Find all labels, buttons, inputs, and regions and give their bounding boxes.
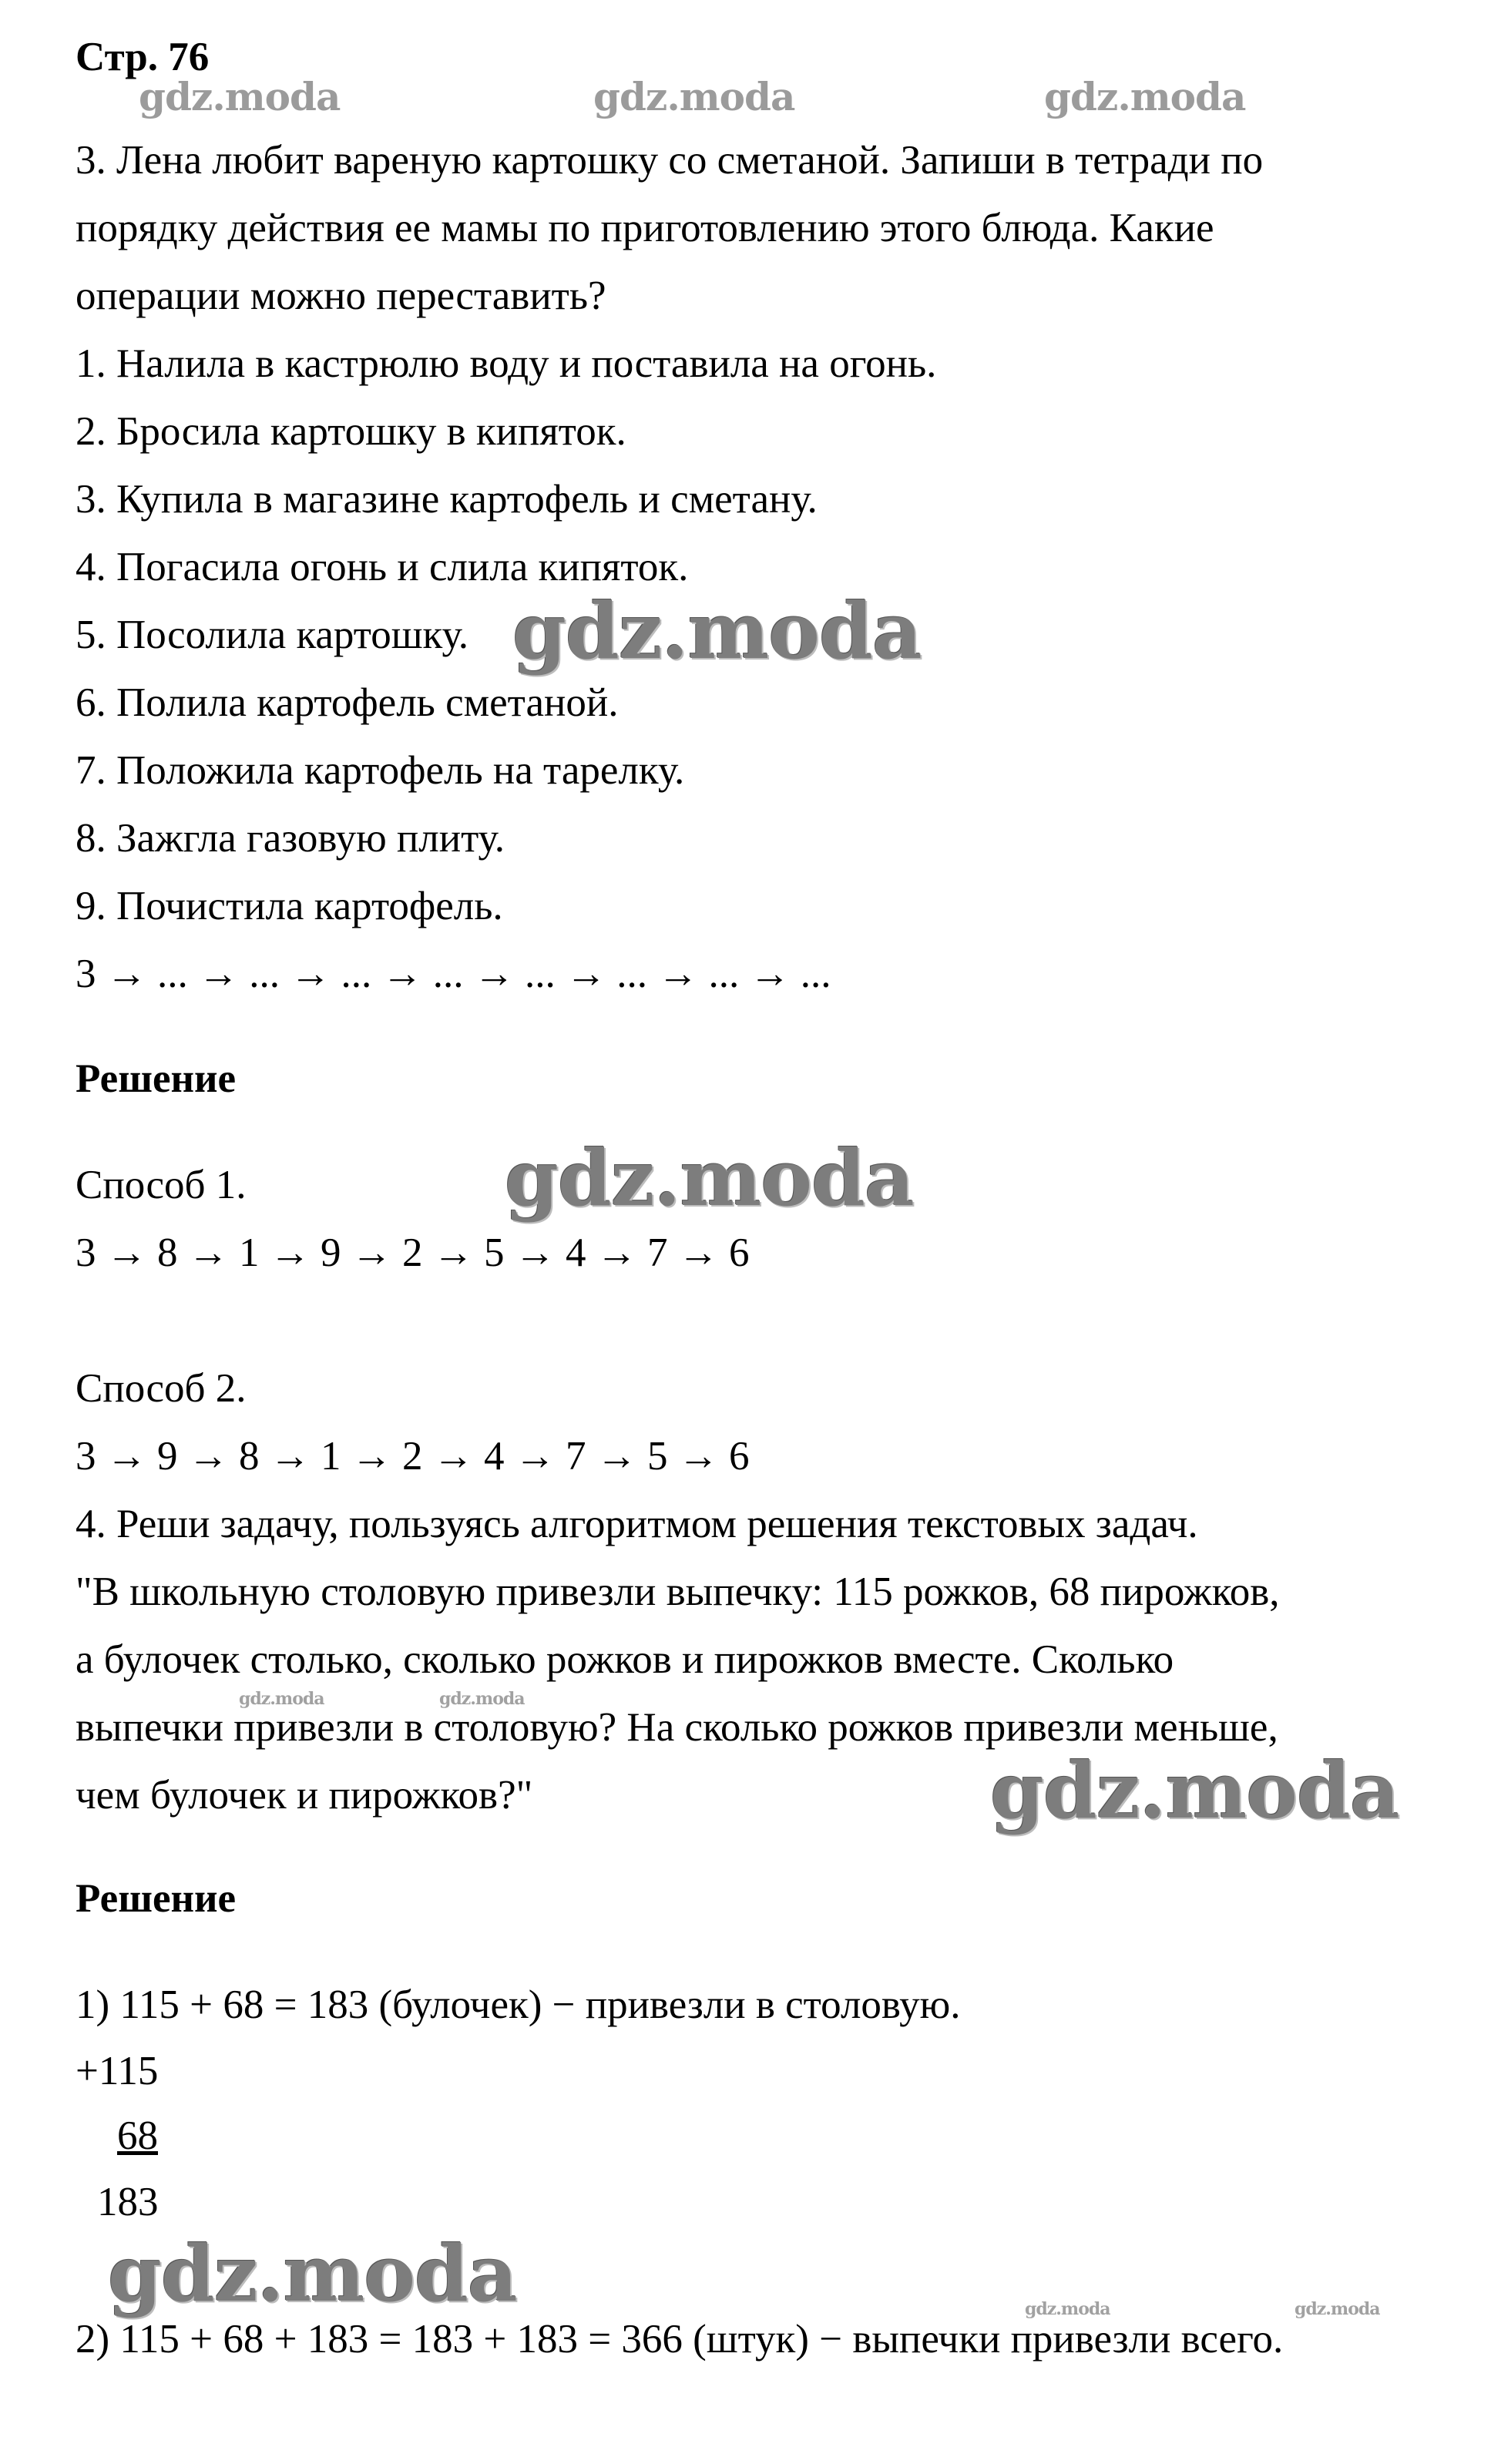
task3-step: 9. Почистила картофель. <box>76 884 503 928</box>
column-addend-top: +115 <box>76 2049 159 2093</box>
task3-step: 7. Положила картофель на тарелку. <box>76 748 685 793</box>
solution-heading: Решение <box>76 1056 237 1101</box>
task3-step: 2. Бросила картошку в кипяток. <box>76 409 626 454</box>
method1-label: Способ 1. <box>76 1163 247 1207</box>
watermark: gdz.moda <box>439 1689 525 1709</box>
watermark: gdz.moda <box>593 74 795 119</box>
task4-line: "В школьную столовую привезли выпечку: 115 рожков, 68 пирожков, <box>76 1569 1280 1614</box>
task4-line: чем булочек и пирожков?" <box>76 1773 533 1818</box>
watermark: gdz.moda <box>1025 2299 1110 2319</box>
watermark: gdz.moda <box>1044 74 1246 119</box>
task4-line: 4. Реши задачу, пользуясь алгоритмом решения текстовых задач. <box>76 1502 1198 1546</box>
page-title: Стр. 76 <box>76 35 210 79</box>
watermark: gdz.moda <box>990 1745 1399 1836</box>
solution-heading: Решение <box>76 1876 237 1921</box>
task3-intro-line: 3. Лена любит вареную картошку со сметаной. Запиши в тетради по <box>76 138 1264 183</box>
watermark: gdz.moda <box>139 74 341 119</box>
watermark: gdz.moda <box>512 586 922 676</box>
task3-intro-line: порядку действия ее мамы по приготовлению этого блюда. Какие <box>76 206 1214 250</box>
method2-sequence: 3 → 9 → 8 → 1 → 2 → 4 → 7 → 5 → 6 <box>76 1434 750 1479</box>
task4-line: а булочек столько, сколько рожков и пирожков вместе. Сколько <box>76 1637 1174 1682</box>
task4-line: выпечки привезли в столовую? На сколько рожков привезли меньше, <box>76 1705 1278 1750</box>
task3-sequence-template: 3 → ... → ... → ... → ... → ... → ... → ... → ... <box>76 952 831 996</box>
method2-label: Способ 2. <box>76 1366 247 1411</box>
method1-sequence: 3 → 8 → 1 → 9 → 2 → 5 → 4 → 7 → 6 <box>76 1230 750 1275</box>
watermark: gdz.moda <box>1295 2299 1380 2319</box>
column-sum: 183 <box>97 2180 159 2224</box>
solution-step-1: 1) 115 + 68 = 183 (булочек) − привезли в столовую. <box>76 1982 961 2027</box>
solution-step-2: 2) 115 + 68 + 183 = 183 + 183 = 366 (штук) − выпечки привезли всего. <box>76 2317 1284 2362</box>
task3-step: 8. Зажгла газовую плиту. <box>76 816 505 861</box>
task3-step: 3. Купила в магазине картофель и сметану. <box>76 477 818 522</box>
watermark: gdz.moda <box>108 2228 517 2319</box>
watermark: gdz.moda <box>505 1133 914 1224</box>
watermark: gdz.moda <box>239 1689 324 1709</box>
task3-step: 5. Посолила картошку. <box>76 613 468 657</box>
task3-intro-line: операции можно переставить? <box>76 274 606 318</box>
task3-step: 4. Погасила огонь и слила кипяток. <box>76 545 689 589</box>
task3-step: 6. Полила картофель сметаной. <box>76 680 619 725</box>
column-addend-bottom: 68 <box>117 2113 158 2158</box>
task3-step: 1. Налила в кастрюлю воду и поставила на огонь. <box>76 341 937 386</box>
